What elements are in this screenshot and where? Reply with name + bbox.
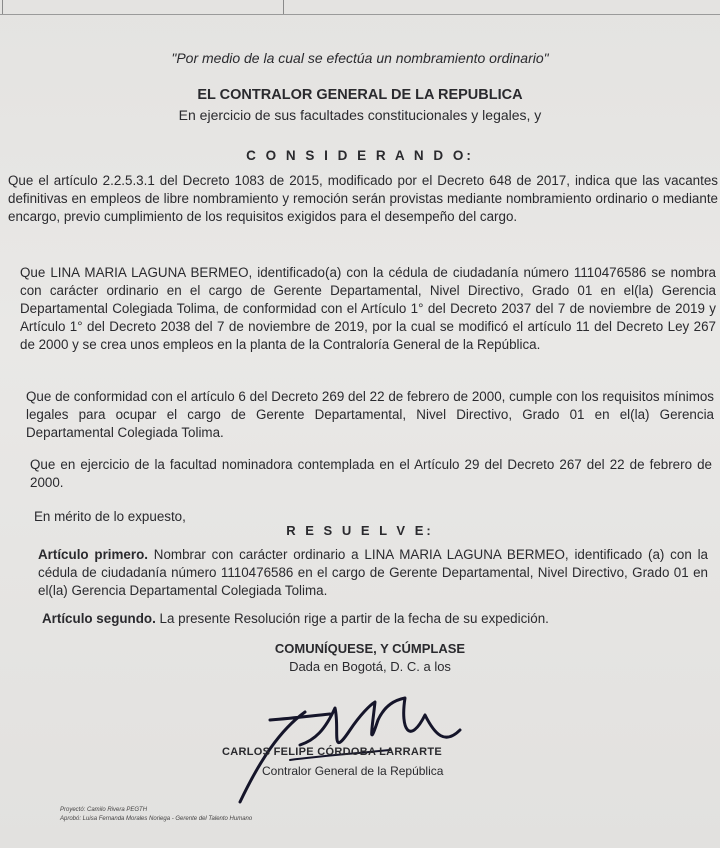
projected-by: Proyectó: Camilo Rivera PEGTH <box>60 807 148 813</box>
table-border <box>0 14 720 15</box>
date-place: Dada en Bogotá, D. C. a los <box>289 659 451 674</box>
paragraph-4: Que en ejercicio de la facultad nominadora contemplada en el Artículo 29 del Decreto 267 del 22 de febrero de 2000. <box>30 457 712 490</box>
signer-name: CARLOS FELIPE CÓRDOBA LARRARTE <box>222 746 443 758</box>
authority-title: EL CONTRALOR GENERAL DE LA REPUBLICA <box>197 87 523 103</box>
paragraph-5: En mérito de lo expuesto, <box>34 509 186 524</box>
article-2-label: Artículo segundo. <box>42 611 156 626</box>
considerando-heading: C O N S I D E R A N D O: <box>246 148 474 163</box>
article-1-text: Nombrar con carácter ordinario a LINA MARIA LAGUNA BERMEO, identificado (a) con la cédula de ciudadanía número 1110476586 en el cargo de Gerente Departamental, Nivel Directivo, Grado 01 en el(la) Gerencia Departamental Colegiada Tolima. <box>38 547 708 598</box>
paragraph-1: Que el artículo 2.2.5.3.1 del Decreto 1083 de 2015, modificado por el Decreto 648 de 2017, indica que las vacantes definitivas en empleos de libre nombramiento y remoción serán provistas mediante nombramiento ordinario o mediante encargo, previo cumplimiento de los requisitos exigidos para el desempeño del cargo. <box>8 173 718 224</box>
resuelve-heading: R E S U E L V E: <box>286 523 434 538</box>
article-2 <box>42 610 702 628</box>
signer-title: Contralor General de la República <box>262 764 444 778</box>
table-border-middle <box>283 0 284 14</box>
paragraph-3: Que de conformidad con el artículo 6 del Decreto 269 del 22 de febrero de 2000, cumple con los requisitos mínimos legales para ocupar el cargo de Gerente Departamental, Nivel Directivo, Grado 01 en el(la) Gerencia Departamental Colegiada Tolima. <box>26 389 714 440</box>
resolution-subject: "Por medio de la cual se efectúa un nombramiento ordinario" <box>171 50 549 66</box>
table-border-left <box>2 0 3 14</box>
authority-subtitle: En ejercicio de sus facultades constitucionales y legales, y <box>178 107 542 123</box>
article-1 <box>38 546 708 600</box>
article-1-label: Artículo primero. <box>38 547 148 562</box>
paragraph-2: Que LINA MARIA LAGUNA BERMEO, identificado(a) con la cédula de ciudadanía número 1110476586 se nombra con carácter ordinario en el cargo de Gerente Departamental, Nivel Directivo, Grado 01 en el(la) Gerencia Departamental Colegiada Tolima, de conformidad con el Artículo 1° del Decreto 2037 del 7 de noviembre de 2019 y Artículo 1° del Decreto 2038 del 7 de noviembre de 2019, por la cual se modificó el artículo 11 del Decreto Ley 267 de 2000 y se crea unos empleos en la planta de la Contraloría General de la República. <box>20 265 716 352</box>
article-2-text: La presente Resolución rige a partir de la fecha de su expedición. <box>155 611 549 626</box>
closing-formula: COMUNÍQUESE, Y CÚMPLASE <box>274 641 466 656</box>
approved-by: Aprobó: Luisa Fernanda Morales Noriega - Gerente del Talento Humano <box>60 816 253 822</box>
